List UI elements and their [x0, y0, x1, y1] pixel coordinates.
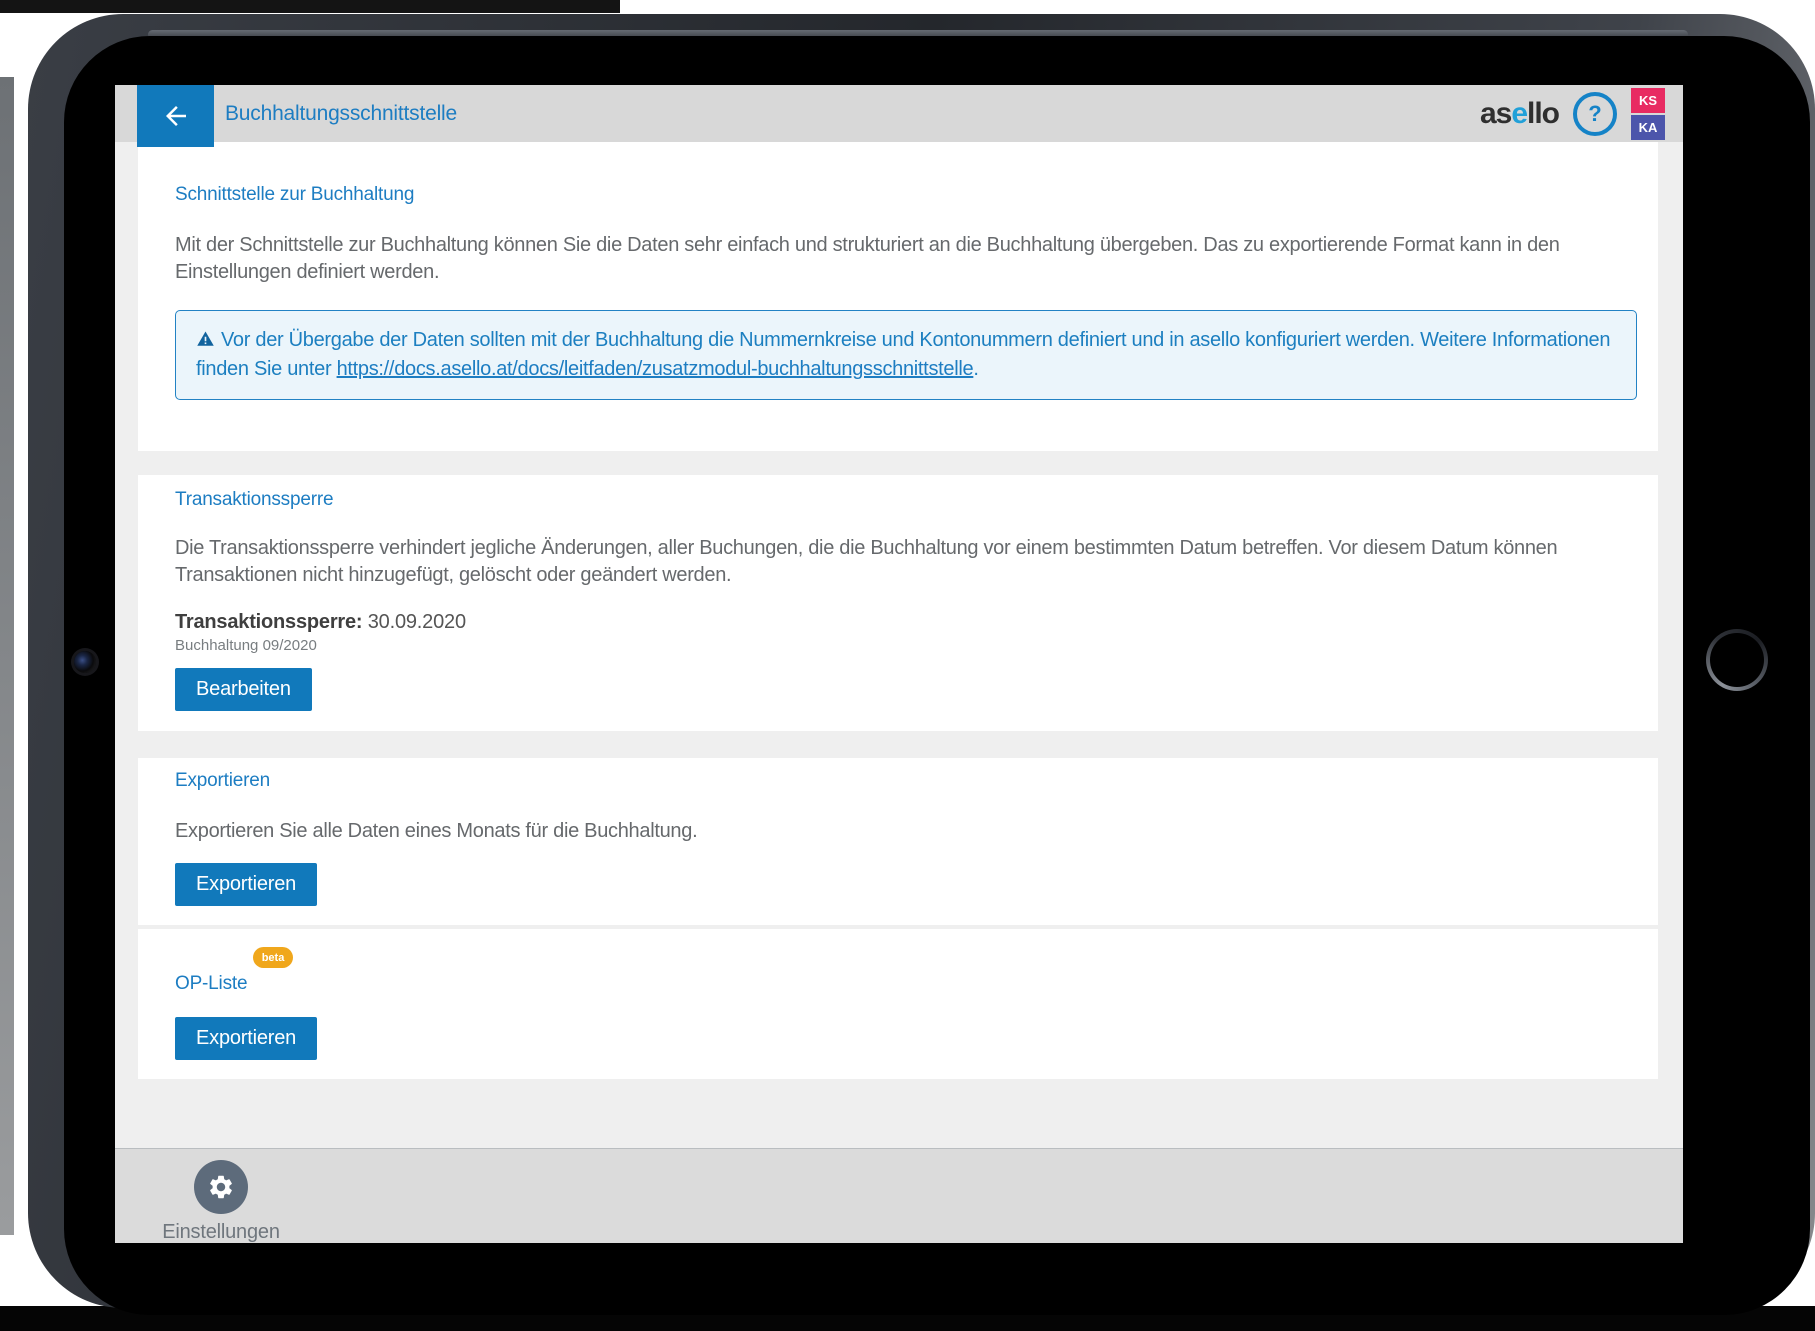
section-interface-body: Mit der Schnittstelle zur Buchhaltung können Sie die Daten sehr einfach und strukturiert an die Buchhaltung übergeben. Das zu exportierende Format kann in den Einstellungen definiert werden. — [175, 234, 1560, 283]
docs-link[interactable]: https://docs.asello.at/docs/leitfaden/zusatzmodul-buchhaltungsschnittstelle — [336, 358, 974, 380]
op-list-export-button[interactable]: Exportieren — [175, 1017, 317, 1060]
page-title: Buchhaltungsschnittstelle — [225, 102, 457, 125]
section-export-heading: Exportieren — [175, 770, 270, 791]
section-interface-heading: Schnittstelle zur Buchhaltung — [175, 184, 415, 205]
app-screen — [115, 85, 1683, 1243]
section-transaction-lock-heading: Transaktionssperre — [175, 489, 334, 510]
section-transaction-lock — [138, 475, 1658, 731]
warning-box — [175, 310, 1637, 400]
edit-button[interactable]: Bearbeiten — [175, 668, 312, 711]
warning-text: Vor der Übergabe der Daten sollten mit der Buchhaltung die Nummernkreise und Kontonummern definiert und in asello konfiguriert werden. Weitere Informationen finden Sie unter — [196, 329, 1611, 380]
warning-text-suffix: . — [973, 358, 979, 380]
section-export — [138, 758, 1658, 925]
warning-icon — [196, 329, 215, 356]
badge-ka[interactable]: KA — [1631, 115, 1665, 140]
beta-badge: beta — [253, 947, 293, 968]
bottom-toolbar — [115, 1148, 1683, 1243]
section-op-list — [138, 929, 1658, 1079]
transaction-lock-date: 30.09.2020 — [362, 611, 466, 633]
op-list-heading-wrap — [175, 951, 285, 995]
transaction-lock-subtext: Buchhaltung 09/2020 — [175, 637, 317, 654]
asello-logo: asello — [1479, 96, 1559, 130]
transaction-lock-line — [175, 611, 1618, 634]
gear-icon — [207, 1173, 235, 1201]
section-interface — [138, 142, 1658, 451]
settings-label: Einstellungen — [162, 1221, 280, 1243]
settings-button[interactable] — [151, 1160, 291, 1243]
section-op-list-heading: OP-Liste — [175, 973, 248, 994]
transaction-lock-label: Transaktionssperre: — [175, 611, 363, 633]
export-button[interactable]: Exportieren — [175, 863, 317, 906]
background-left-strip — [0, 77, 14, 1235]
background-top-band — [0, 0, 620, 13]
back-arrow-icon — [161, 101, 191, 131]
help-icon[interactable]: ? — [1573, 92, 1617, 136]
tablet-camera — [74, 651, 96, 673]
tablet-home-button[interactable] — [1706, 629, 1768, 691]
app-header — [115, 85, 1683, 142]
section-transaction-lock-body: Die Transaktionssperre verhindert jegliche Änderungen, aller Buchungen, die die Buchhaltung vor einem bestimmten Datum betreffen. Vor diesem Datum können Transaktionen nicht hinzugefügt, gelöscht oder geändert werden. — [175, 537, 1558, 586]
back-button[interactable] — [137, 85, 214, 147]
section-export-body: Exportieren Sie alle Daten eines Monats für die Buchhaltung. — [175, 820, 698, 842]
settings-circle[interactable] — [194, 1160, 248, 1214]
badge-ks[interactable]: KS — [1631, 88, 1665, 113]
user-badge-stack — [1631, 88, 1665, 140]
header-right-cluster — [1480, 85, 1665, 142]
